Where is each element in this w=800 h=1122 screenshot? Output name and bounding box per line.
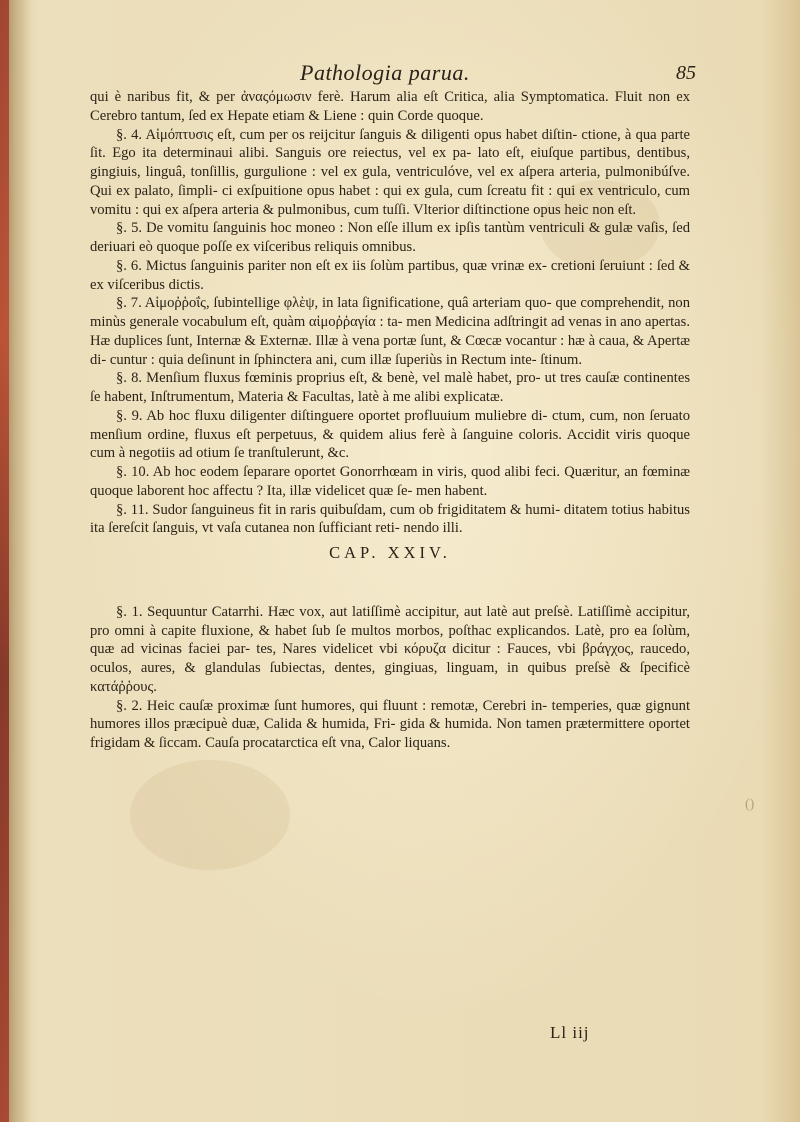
paragraph: §. 11. Sudor ſanguineus fit in raris quibuſdam, cum ob frigiditatem & humi- ditatem totius habitus ita ſereſcit ſanguis, vt vaſa cutanea non ſufficiant reti- nendo illi. [90,501,690,537]
paragraph: §. 2. Heic cauſæ proximæ ſunt humores, qui fluunt : remotæ, Cerebri in- temperies, quæ gignunt humores illos præcipuè duæ, Calida & humida, Fri- gida & humida. Non tamen prætermittere oportet frigidam & ſiccam. Cauſa procatarctica eſt vna, Calor liquans. [90,697,690,751]
paragraph: §. 8. Menſium fluxus fœminis proprius eſt, & benè, vel malè habet, pro- ut tres cauſæ continentes ſe habent, Inſtrumentum, Materia & Facultas, latè à me alibi explicatæ. [90,370,690,405]
paragraph: §. 10. Ab hoc eodem ſeparare oportet Gonorrhœam in viris, quod alibi feci. Quæritur, an fœminæ quoque laborent hoc affectu ? Ita, illæ videlicet quæ ſe- men habent. [90,464,690,499]
binding-edge [0,0,9,1122]
paper-stain [130,760,290,870]
page-number: 85 [676,62,696,84]
body-text [90,88,690,753]
paragraph: §. 4. Αἱμόπτυσις eſt, cum per os reijcitur ſanguis & diligenti opus habet diſtin- ctione, à qua parte ſit. Ego ita determinaui alibi. Sanguis ore reiectus, vel ex pa- lato eſt, eiuſque partibus, dentibus, gingiuis, linguâ, tonſillis, gurgulione : vel ex gula, ventriculóve, vel ex aſpera arteria, pulmonibúſve. Qui ex palato, ſimpli- ci exſpuitione opus habet : qui ex gula, cum ſcreatu fit : qui ex ventriculo, cum vomitu : qui ex aſpera arteria & pulmonibus, cum tuſſi. Vlterior diſtinctione opus heic non eſt. [90,126,690,218]
paragraph: qui è naribus fit, & per ἀναςόμωσιν ferè. Harum alia eſt Critica, alia Symptomatica. Fluit non ex Cerebro tantum, ſed ex Hepate etiam & Liene : quin Corde quoque. [90,89,690,124]
paragraph: §. 5. De vomitu ſanguinis hoc moneo : Non eſſe illum ex ipſis tantùm ventriculi & gulæ vaſis, ſed deriuari eò quoque poſſe ex viſceribus reliquis omnibus. [90,220,690,255]
chapter-heading: CAP. XXIV. [329,543,451,562]
page-header [90,60,696,90]
paragraph: §. 9. Ab hoc fluxu diligenter diſtinguere oportet profluuium muliebre di- ctum, cum, non ſeruato menſium ordine, fluxus eſt perpetuus, & quidem alius ferè à ſanguine coloris. Accidit viris quoque cum à negotiis ad otium ſe tranſtulerunt, &c. [90,407,690,462]
margin-mark: () [745,797,755,812]
paragraph: §. 1. Sequuntur Catarrhi. Hæc vox, aut latiſſimè accipitur, aut latè aut preſsè. Latiſſimè accipitur, pro omni à capite fluxione, & habet ſub ſe multos morbos, poſthac explicandos. Latè, pro ea ſolùm, quæ ad vicinas faciei par- tes, Nares videlicet vbi κόρυζα dicitur : Fauces, vbi βράγχος, raucedo, oculos, aures, & glandulas ſubiectas, dentes, gingiuas, linguam, in quibus preſsè & ſpecificè κατάῤῥους. [90,603,690,695]
paragraph: §. 6. Mictus ſanguinis pariter non eſt ex iis ſolùm partibus, quæ vrinæ ex- cretioni ſeruiunt : ſed & ex viſceribus dictis. [90,257,690,293]
signature-mark: Ll iij [550,1023,590,1042]
paragraph: §. 7. Αἱμοῤῥοΐς, ſubintellige φλὲψ, in lata ſignificatione, quâ arteriam quo- que comprehendit, non minùs generale vocabulum eſt, quàm αἱμοῤῥαγία : ta- men Medicina adſtringit ad venas in ano apertas. Hæ duplices ſunt, Internæ & Externæ. Illæ à vena portæ ſunt, & Cœcæ vocantur : hæ à caua, & Apertæ di- cuntur : quia deſinunt in ſphinctera ani, cum illæ ſuperiùs in Rectum inte- ſtinum. [90,295,690,368]
running-title: Pathologia parua. [300,60,470,85]
gutter-shadow [9,0,31,1122]
